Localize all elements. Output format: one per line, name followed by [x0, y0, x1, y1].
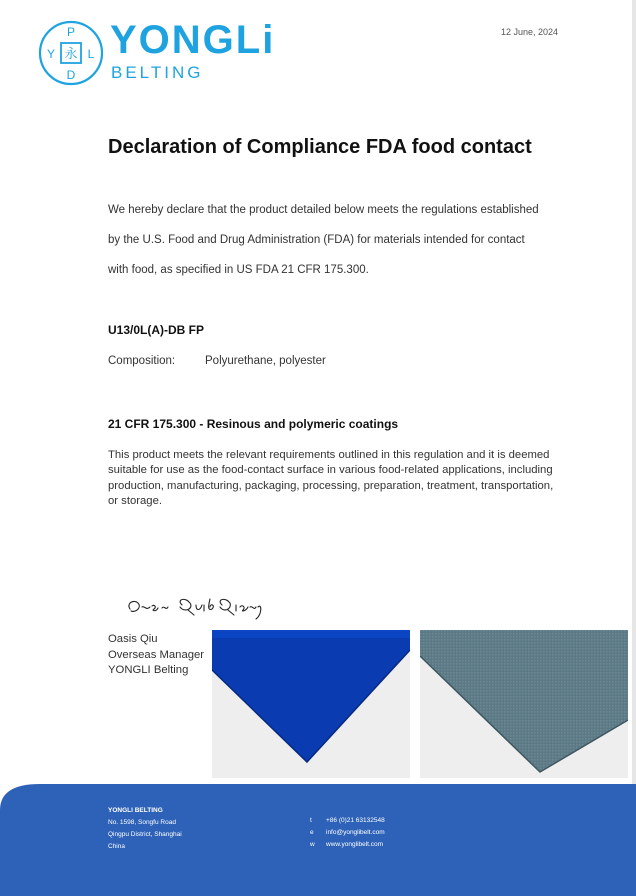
- footer-address-line: Qingpu District, Shanghai: [108, 831, 182, 838]
- emblem-letter-right: L: [87, 47, 95, 61]
- regulation-title: 21 CFR 175.300 - Resinous and polymeric coatings: [108, 417, 399, 431]
- footer-company: [108, 805, 182, 853]
- emblem-letter-bottom: D: [66, 68, 76, 82]
- emblem-letter-left: Y: [46, 47, 56, 61]
- signatory-role: Overseas Manager: [108, 648, 205, 661]
- intro-paragraph: [108, 198, 558, 288]
- composition-row: [108, 355, 326, 367]
- page-right-edge: [632, 0, 636, 896]
- page-footer: [0, 780, 636, 896]
- product-code: U13/0L(A)-DB FP: [108, 323, 205, 337]
- regulation-body: This product meets the relevant requirements outlined in this regulation and it is deemed suitable for use as the food-contact surface in various food-related applications, including production, manufacturing, packaging, processing, preparation, treatment, transportation, or storage.: [108, 449, 554, 508]
- brand-name: YONGLi: [110, 18, 276, 62]
- blue-belt-photo: [212, 630, 410, 778]
- footer-company-name: YONGLI BELTING: [108, 807, 163, 814]
- footer-email-link[interactable]: info@yonglibelt.com: [326, 829, 385, 836]
- signatory-name: Oasis Qiu: [108, 633, 158, 645]
- intro-line: We hereby declare that the product detailed below meets the regulations established: [108, 204, 539, 216]
- footer-contact: [310, 815, 385, 851]
- footer-phone[interactable]: +86 (0)21 63132548: [326, 817, 385, 824]
- footer-address-line: No. 1598, Songfu Road: [108, 819, 176, 826]
- footer-address-line: China: [108, 843, 125, 850]
- document-title: Declaration of Compliance FDA food contact: [108, 136, 532, 158]
- phone-key: t: [310, 817, 312, 824]
- intro-line: by the U.S. Food and Drug Administration (FDA) for materials intended for contact: [108, 234, 525, 246]
- grey-belt-photo: [420, 630, 628, 778]
- composition-label: Composition:: [108, 355, 176, 367]
- signatory-block: [108, 632, 204, 679]
- yongli-logo-icon: [38, 20, 104, 86]
- composition-value: Polyurethane, polyester: [205, 355, 326, 367]
- emblem-letter-center: 永: [64, 47, 78, 62]
- emblem-letter-top: P: [66, 25, 76, 39]
- web-key: w: [310, 841, 315, 848]
- document-date: 12 June, 2024: [500, 27, 558, 37]
- brand-subtitle: BELTING: [111, 63, 204, 82]
- intro-line: with food, as specified in US FDA 21 CFR 175.300.: [108, 264, 369, 276]
- handwritten-signature: [124, 593, 264, 625]
- footer-website-link[interactable]: www.yonglibelt.com: [326, 841, 384, 848]
- signatory-company: YONGLI Belting: [108, 664, 189, 677]
- email-key: e: [310, 829, 314, 836]
